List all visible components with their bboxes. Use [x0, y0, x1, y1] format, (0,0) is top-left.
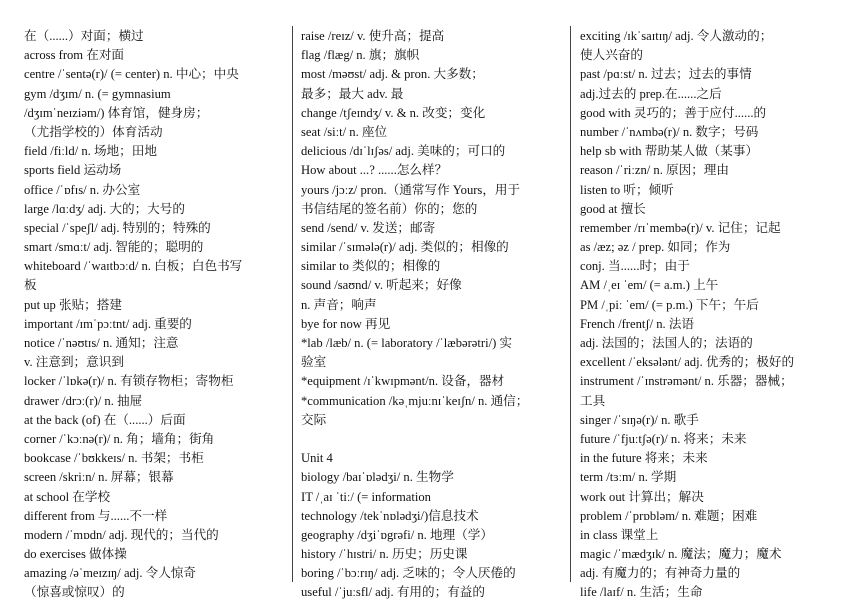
- vocab-line: v. 注意到；意识到: [24, 355, 124, 370]
- vocab-line: IT /ˌaɪ ˈtiː/ (= information: [301, 489, 431, 504]
- vocab-line: important /ɪmˈpɔːtnt/ adj. 重要的: [24, 316, 192, 331]
- vocab-line: office /ˈɒfɪs/ n. 办公室: [24, 182, 141, 197]
- vocab-line: bookcase /ˈbʊkkeɪs/ n. 书架；书柜: [24, 451, 204, 466]
- vocab-line: different from 与......不一样: [24, 508, 168, 523]
- vocab-line: large /lɑːdʒ/ adj. 大的；大号的: [24, 201, 185, 216]
- vocab-line: past /pɑːst/ n. 过去；过去的事情: [580, 67, 752, 82]
- vocab-line: 验室: [301, 355, 327, 370]
- vocab-line: exciting /ɪkˈsaɪtɪŋ/ adj. 令人激动的；: [580, 29, 773, 43]
- vocab-line: （惊喜或惊叹）的: [24, 585, 125, 600]
- vocab-line: similar to 类似的；相像的: [301, 259, 441, 274]
- vocab-line: boring /ˈbɔːrɪŋ/ adj. 乏味的；令人厌倦的: [301, 566, 516, 581]
- vocab-line: good at 擅长: [580, 201, 646, 216]
- vocab-line: whiteboard /ˈwaɪtbɔːd/ n. 白板；白色书写: [24, 259, 243, 274]
- vocab-line: modern /ˈmɒdn/ adj. 现代的；当代的: [24, 527, 219, 542]
- vocab-line: work out 计算出；解决: [580, 489, 704, 504]
- column-divider: [570, 26, 571, 582]
- vocab-line: How about ...? ......怎么样？: [301, 163, 448, 178]
- vocab-line: /dʒɪmˈneɪziəm/) 体育馆，健身房；: [24, 105, 209, 120]
- vocab-line: raise /reɪz/ v. 使升高；提高: [301, 29, 445, 43]
- column-divider: [292, 26, 293, 582]
- vocab-line: screen /skriːn/ n. 屏幕；银幕: [24, 470, 174, 485]
- vocab-line: （尤指学校的）体育活动: [24, 124, 163, 139]
- vocab-line: AM /ˌeɪ ˈem/ (= a.m.) 上午: [580, 278, 719, 293]
- vocab-line: excellent /ˈeksələnt/ adj. 优秀的；极好的: [580, 355, 795, 370]
- vocab-line: sound /saʊnd/ v. 听起来；好像: [301, 278, 462, 293]
- vocab-column-3: [580, 27, 842, 603]
- vocab-line: PM /ˌpiː ˈem/ (= p.m.) 下午；午后: [580, 297, 759, 312]
- vocab-line: notice /ˈnəʊtɪs/ n. 通知；注意: [24, 336, 179, 350]
- vocab-line: gym /dʒɪm/ n. (= gymnasium: [24, 86, 171, 101]
- vocab-line: 书信结尾的签名前）你的；您的: [301, 201, 478, 216]
- vocab-line: 使人兴奋的: [580, 48, 643, 63]
- vocab-line: similar /ˈsɪmələ(r)/ adj. 类似的；相像的: [301, 240, 509, 255]
- vocab-line: smart /smɑːt/ adj. 智能的；聪明的: [24, 240, 204, 255]
- vocab-line: 最多；最大 adv. 最: [301, 86, 404, 101]
- vocab-line: number /ˈnʌmbə(r)/ n. 数字；号码: [580, 124, 759, 139]
- vocab-line: put up 张贴；搭建: [24, 297, 122, 312]
- vocab-line: *lab /læb/ n. (= laboratory /ˈlæbərətri/) 实: [301, 336, 513, 350]
- vocab-line: Unit 4: [301, 451, 333, 466]
- vocab-line: biology /baɪˈɒlədʒi/ n. 生物学: [301, 470, 454, 485]
- vocab-line: problem /ˈprɒbləm/ n. 难题；困难: [580, 508, 758, 523]
- vocab-line: drawer /drɔː(r)/ n. 抽屉: [24, 393, 143, 408]
- vocab-line: delicious /dɪˈlɪʃəs/ adj. 美味的；可口的: [301, 144, 506, 159]
- vocab-line: adj. 法国的；法国人的；法语的: [580, 336, 753, 350]
- vocab-line: life /laɪf/ n. 生活；生命: [580, 585, 703, 600]
- vocab-line: locker /ˈlɒkə(r)/ n. 有锁存物柜；寄物柜: [24, 374, 234, 389]
- vocab-column-2: [301, 27, 563, 603]
- vocab-line: remember /rɪˈmembə(r)/ v. 记住；记起: [580, 220, 781, 235]
- vocab-line: at the back (of) 在（......）后面: [24, 412, 186, 427]
- vocab-line: in the future 将来；未来: [580, 451, 708, 466]
- vocab-line: bye for now 再见: [301, 316, 391, 331]
- vocab-line: adj. 有魔力的；有神奇力量的: [580, 566, 741, 581]
- vocab-line: good with 灵巧的；善于应付......的: [580, 105, 767, 120]
- vocab-line: sports field 运动场: [24, 163, 122, 178]
- vocab-line: at school 在学校: [24, 489, 111, 504]
- vocab-line: *equipment /ɪˈkwɪpmənt/n. 设备，器材: [301, 374, 505, 389]
- vocab-line: corner /ˈkɔːnə(r)/ n. 角；墙角；街角: [24, 431, 215, 446]
- vocab-line: most /məʊst/ adj. & pron. 大多数；: [301, 67, 484, 82]
- vocab-line: amazing /əˈmeɪzɪŋ/ adj. 令人惊奇: [24, 566, 196, 581]
- vocab-line: useful /ˈjuːsfl/ adj. 有用的；有益的: [301, 585, 485, 600]
- vocab-line: reason /ˈriːzn/ n. 原因；理由: [580, 163, 729, 178]
- vocab-line: field /fiːld/ n. 场地；田地: [24, 144, 157, 159]
- vocab-line: 在（......）对面；横过: [24, 29, 144, 43]
- vocab-line: seat /siːt/ n. 座位: [301, 124, 388, 139]
- vocab-line: conj. 当......时；由于: [580, 259, 690, 274]
- vocab-line: 工具: [580, 393, 606, 408]
- vocab-line: listen to 听；倾听: [580, 182, 674, 197]
- vocab-line: centre /ˈsentə(r)/ (= center) n. 中心；中央: [24, 67, 239, 82]
- vocab-line: French /frentʃ/ n. 法语: [580, 316, 695, 331]
- vocab-line: n. 声音；响声: [301, 297, 377, 312]
- vocab-line: send /send/ v. 发送；邮寄: [301, 220, 436, 235]
- vocab-line: history /ˈhɪstri/ n. 历史；历史课: [301, 547, 468, 562]
- vocab-line: as /æz; əz / prep. 如同；作为: [580, 240, 731, 255]
- vocab-line: special /ˈspeʃl/ adj. 特别的；特殊的: [24, 220, 211, 235]
- vocab-line: flag /flæg/ n. 旗；旗帜: [301, 48, 420, 63]
- vocab-line: magic /ˈmædʒɪk/ n. 魔法；魔力；魔术: [580, 547, 782, 562]
- vocab-line: in class 课堂上: [580, 527, 659, 542]
- vocab-line: instrument /ˈɪnstrəmənt/ n. 乐器；器械；: [580, 374, 793, 389]
- vocab-line: help sb with 帮助某人做（某事）: [580, 144, 759, 159]
- vocab-line: adj.过去的 prep.在......之后: [580, 86, 722, 101]
- vocab-line: future /ˈfjuːtʃə(r)/ n. 将来；未来: [580, 431, 747, 446]
- vocab-line: across from 在对面: [24, 48, 125, 63]
- vocab-line: *communication /kəˌmjuːnɪˈkeɪʃn/ n. 通信；: [301, 393, 529, 408]
- vocab-line: geography /dʒiˈɒgrəfi/ n. 地理（学）: [301, 527, 493, 542]
- vocab-line: term /tɜːm/ n. 学期: [580, 470, 677, 485]
- vocab-line: change /tʃeɪndʒ/ v. & n. 改变；变化: [301, 105, 486, 120]
- vocab-line: technology /tekˈnɒlədʒi/)信息技术: [301, 508, 479, 523]
- vocab-column-1: [24, 27, 286, 603]
- vocab-line: yours /jɔːz/ pron.（通常写作 Yours，用于: [301, 182, 521, 197]
- vocab-line: 交际: [301, 412, 327, 427]
- vocab-line: do exercises 做体操: [24, 547, 127, 562]
- vocab-line: 板: [24, 278, 37, 293]
- vocab-line: singer /ˈsɪŋə(r)/ n. 歌手: [580, 412, 699, 427]
- vocab-line: [301, 430, 563, 449]
